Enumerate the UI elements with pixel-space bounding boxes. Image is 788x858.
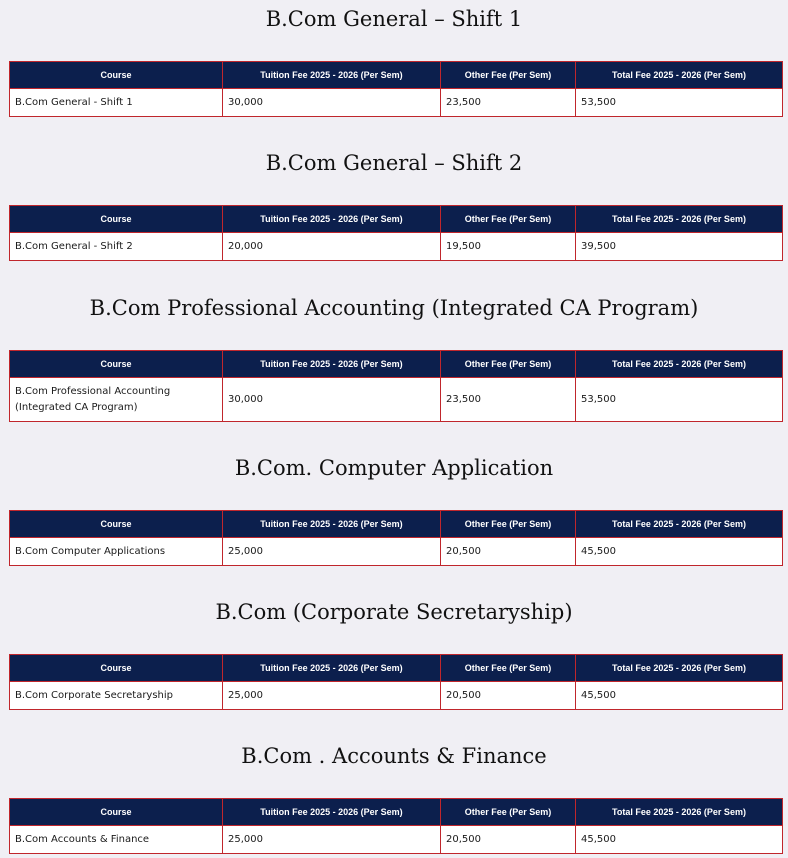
header-tuition-fee: Tuition Fee 2025 - 2026 (Per Sem) [223, 62, 441, 89]
cell-total-fee: 45,500 [576, 826, 783, 854]
cell-total-fee: 45,500 [576, 538, 783, 566]
header-course: Course [10, 206, 223, 233]
cell-total-fee: 39,500 [576, 233, 783, 261]
cell-other-fee: 19,500 [441, 233, 576, 261]
header-course: Course [10, 655, 223, 682]
cell-tuition-fee: 25,000 [223, 826, 441, 854]
cell-course: B.Com Corporate Secretaryship [10, 682, 223, 710]
header-tuition-fee: Tuition Fee 2025 - 2026 (Per Sem) [223, 655, 441, 682]
header-total-fee: Total Fee 2025 - 2026 (Per Sem) [576, 206, 783, 233]
table-header-row [10, 655, 783, 682]
table-header-row [10, 799, 783, 826]
cell-course: B.Com General - Shift 2 [10, 233, 223, 261]
cell-other-fee: 23,500 [441, 378, 576, 422]
header-course: Course [10, 799, 223, 826]
section-title-accounts-finance: B.Com . Accounts & Finance [241, 744, 547, 768]
cell-tuition-fee: 20,000 [223, 233, 441, 261]
header-tuition-fee: Tuition Fee 2025 - 2026 (Per Sem) [223, 351, 441, 378]
header-other-fee: Other Fee (Per Sem) [441, 655, 576, 682]
section-title-shift-2: B.Com General – Shift 2 [265, 151, 523, 175]
cell-tuition-fee: 30,000 [223, 378, 441, 422]
cell-other-fee: 23,500 [441, 89, 576, 117]
fee-table-shift-2 [9, 205, 783, 261]
table-header-row [10, 62, 783, 89]
header-total-fee: Total Fee 2025 - 2026 (Per Sem) [576, 655, 783, 682]
fee-table-shift-1 [9, 61, 783, 117]
section-title-shift-1: B.Com General – Shift 1 [265, 7, 523, 31]
cell-tuition-fee: 30,000 [223, 89, 441, 117]
header-course: Course [10, 511, 223, 538]
table-header-row [10, 206, 783, 233]
table-row [10, 233, 783, 261]
header-course: Course [10, 351, 223, 378]
header-course: Course [10, 62, 223, 89]
cell-total-fee: 53,500 [576, 89, 783, 117]
section-title-corporate-secretaryship: B.Com (Corporate Secretaryship) [215, 600, 573, 624]
cell-other-fee: 20,500 [441, 538, 576, 566]
fee-table-computer-application [9, 510, 783, 566]
cell-other-fee: 20,500 [441, 826, 576, 854]
header-total-fee: Total Fee 2025 - 2026 (Per Sem) [576, 62, 783, 89]
table-header-row [10, 511, 783, 538]
table-row [10, 826, 783, 854]
header-other-fee: Other Fee (Per Sem) [441, 62, 576, 89]
table-row [10, 682, 783, 710]
header-other-fee: Other Fee (Per Sem) [441, 206, 576, 233]
header-tuition-fee: Tuition Fee 2025 - 2026 (Per Sem) [223, 799, 441, 826]
cell-course: B.Com General - Shift 1 [10, 89, 223, 117]
header-total-fee: Total Fee 2025 - 2026 (Per Sem) [576, 799, 783, 826]
table-row [10, 538, 783, 566]
section-title-professional-accounting: B.Com Professional Accounting (Integrated CA Program) [89, 296, 699, 320]
table-row [10, 378, 783, 422]
cell-tuition-fee: 25,000 [223, 682, 441, 710]
header-other-fee: Other Fee (Per Sem) [441, 511, 576, 538]
fee-table-professional-accounting [9, 350, 783, 422]
cell-course: B.Com Accounts & Finance [10, 826, 223, 854]
header-tuition-fee: Tuition Fee 2025 - 2026 (Per Sem) [223, 206, 441, 233]
header-total-fee: Total Fee 2025 - 2026 (Per Sem) [576, 511, 783, 538]
table-row [10, 89, 783, 117]
fee-table-accounts-finance [9, 798, 783, 854]
header-tuition-fee: Tuition Fee 2025 - 2026 (Per Sem) [223, 511, 441, 538]
cell-other-fee: 20,500 [441, 682, 576, 710]
fee-table-corporate-secretaryship [9, 654, 783, 710]
section-title-computer-application: B.Com. Computer Application [234, 456, 554, 480]
header-other-fee: Other Fee (Per Sem) [441, 351, 576, 378]
header-other-fee: Other Fee (Per Sem) [441, 799, 576, 826]
cell-tuition-fee: 25,000 [223, 538, 441, 566]
cell-total-fee: 53,500 [576, 378, 783, 422]
table-header-row [10, 351, 783, 378]
cell-course: B.Com Professional Accounting (Integrated CA Program) [10, 378, 223, 422]
header-total-fee: Total Fee 2025 - 2026 (Per Sem) [576, 351, 783, 378]
cell-course: B.Com Computer Applications [10, 538, 223, 566]
cell-total-fee: 45,500 [576, 682, 783, 710]
